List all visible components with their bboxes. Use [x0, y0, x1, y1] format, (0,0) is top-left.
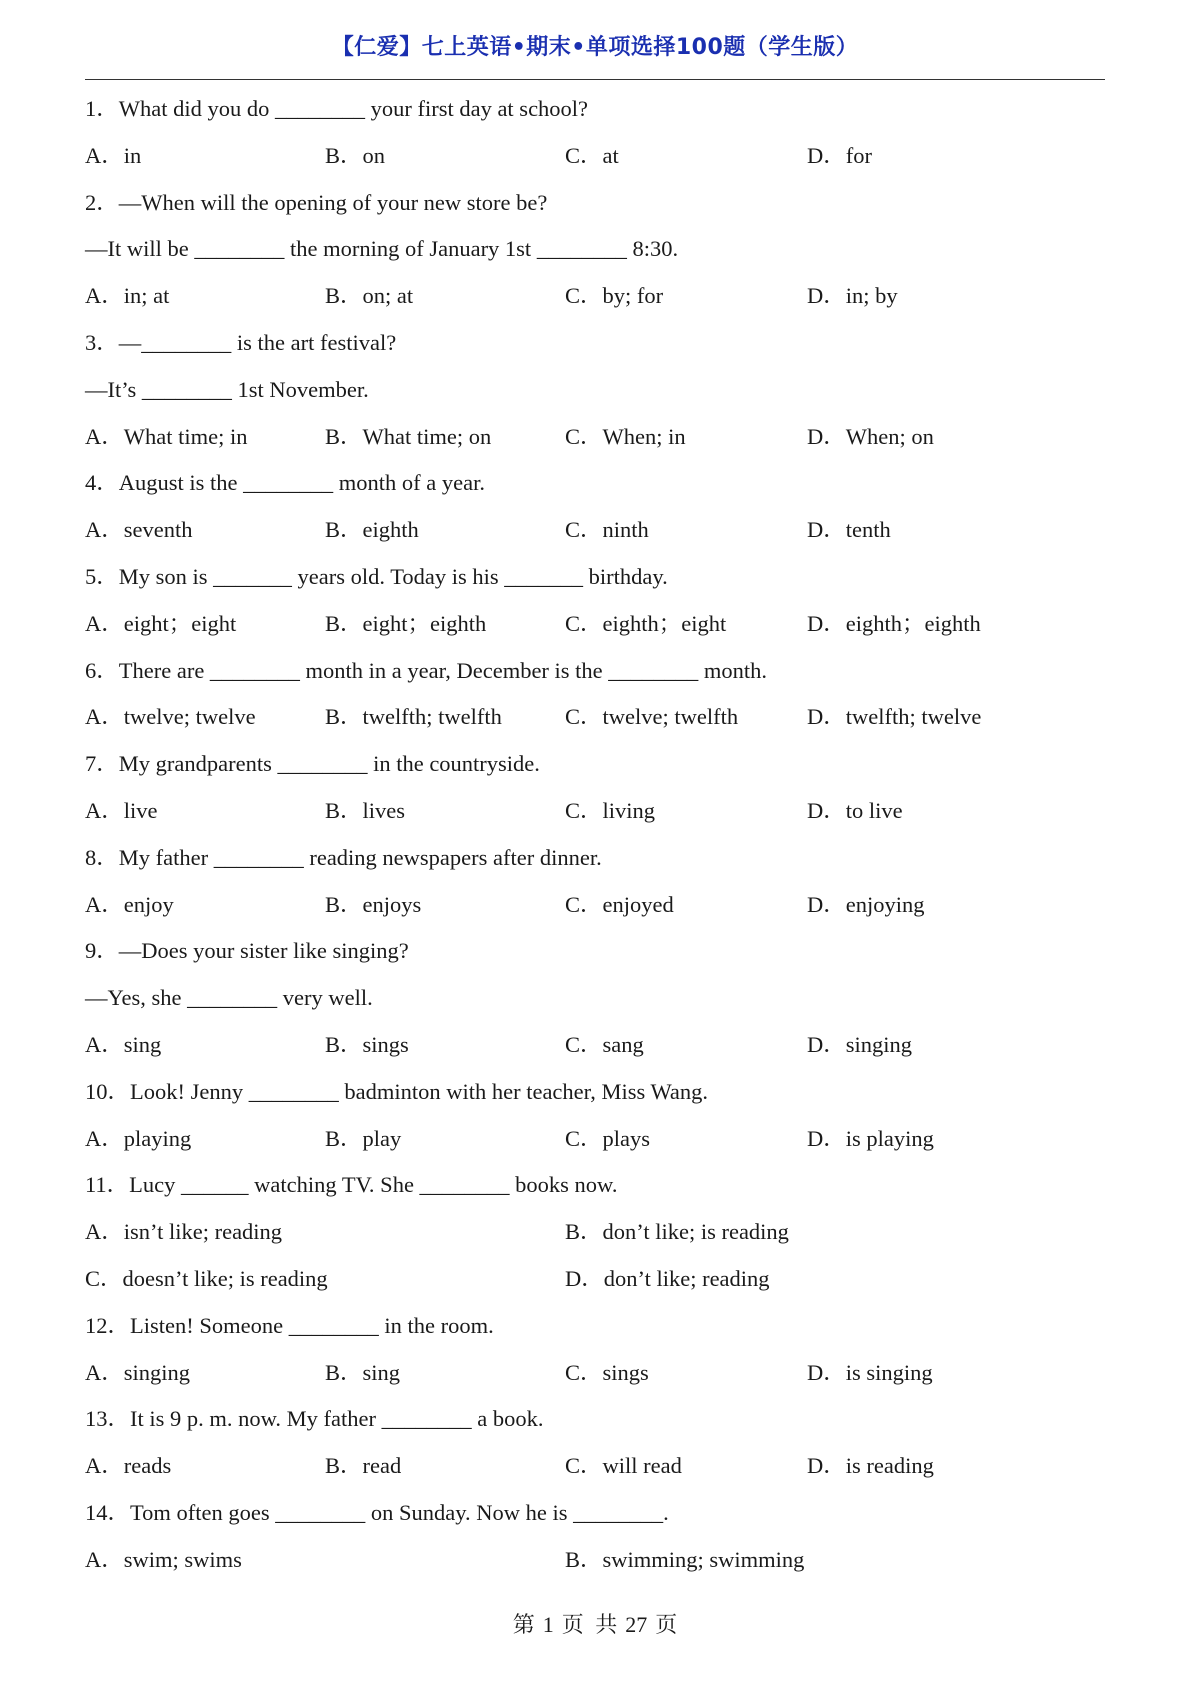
- answer-option: C．by; for: [565, 283, 664, 309]
- answer-option: A．enjoy: [85, 891, 174, 917]
- question-stem: 9．—Does your sister like singing?: [85, 938, 409, 964]
- option-row: [85, 1539, 1105, 1586]
- answer-option: B．play: [325, 1125, 402, 1151]
- option-row: [85, 696, 1105, 743]
- answer-option: A．seventh: [85, 517, 193, 543]
- header-divider: [85, 79, 1105, 80]
- question-stem: 3．—________ is the art festival?: [85, 329, 397, 355]
- answer-option: C．living: [565, 797, 656, 823]
- answer-option: B．on; at: [325, 283, 414, 309]
- answer-option: C．sings: [565, 1359, 649, 1385]
- option-row: [85, 275, 1105, 322]
- option-row: [85, 1258, 1105, 1305]
- answer-option: D．enjoying: [807, 891, 925, 917]
- question-stem: —Yes, she ________ very well.: [85, 985, 373, 1011]
- footer-suffix: 页: [655, 1612, 678, 1637]
- answer-option: C．sang: [565, 1031, 644, 1057]
- question-stem: 12．Listen! Someone ________ in the room.: [85, 1312, 494, 1338]
- answer-option: C．When; in: [565, 423, 686, 449]
- option-row: [85, 1118, 1105, 1165]
- option-row: [85, 135, 1105, 182]
- answer-option: D．is reading: [807, 1453, 934, 1479]
- option-row: [85, 1211, 1105, 1258]
- answer-option: D．eighth；eighth: [807, 610, 981, 636]
- answer-option: B．lives: [325, 797, 406, 823]
- footer-page-number: 1: [542, 1612, 554, 1637]
- answer-option: C．plays: [565, 1125, 651, 1151]
- answer-option: A．in; at: [85, 283, 170, 309]
- option-row: [85, 884, 1105, 931]
- answer-option: B．sing: [325, 1359, 401, 1385]
- option-row: [85, 1024, 1105, 1071]
- option-row: [85, 509, 1105, 556]
- answer-option: C．doesn’t like; is reading: [85, 1265, 328, 1291]
- option-row: [85, 1352, 1105, 1399]
- answer-option: A．live: [85, 797, 158, 823]
- answer-option: D．twelfth; twelve: [807, 704, 982, 730]
- question-stem: 10．Look! Jenny ________ badminton with her teacher, Miss Wang.: [85, 1078, 709, 1104]
- answer-option: D．in; by: [807, 283, 898, 309]
- answer-option: A．sing: [85, 1031, 162, 1057]
- answer-option: A．swim; swims: [85, 1546, 242, 1572]
- answer-option: A．reads: [85, 1453, 172, 1479]
- answer-option: A．twelve; twelve: [85, 704, 256, 730]
- answer-option: C．enjoyed: [565, 891, 674, 917]
- answer-option: B．twelfth; twelfth: [325, 704, 502, 730]
- answer-option: B．read: [325, 1453, 402, 1479]
- option-row: [85, 790, 1105, 837]
- answer-option: B．eighth: [325, 517, 419, 543]
- answer-option: D．is playing: [807, 1125, 934, 1151]
- page-footer: [0, 1608, 1190, 1639]
- question-stem: —It will be ________ the morning of January 1st ________ 8:30.: [85, 236, 679, 262]
- answer-option: B．on: [325, 142, 386, 168]
- question-stem: 11．Lucy ______ watching TV. She ________ books now.: [85, 1172, 618, 1198]
- question-stem: 1．What did you do ________ your first day at school?: [85, 96, 589, 121]
- question-stem: 7．My grandparents ________ in the countryside.: [85, 751, 540, 777]
- question-stem: 2．—When will the opening of your new store be?: [85, 189, 548, 215]
- answer-option: B．enjoys: [325, 891, 422, 917]
- answer-option: B．eight；eighth: [325, 610, 487, 636]
- answer-option: D．to live: [807, 797, 903, 823]
- answer-option: B．swimming; swimming: [565, 1546, 805, 1572]
- answer-option: A．eight；eight: [85, 610, 237, 636]
- answer-option: B．sings: [325, 1031, 409, 1057]
- answer-option: B．What time; on: [325, 423, 492, 449]
- question-stem: 6．There are ________ month in a year, December is the ________ month.: [85, 657, 768, 683]
- answer-option: B．don’t like; is reading: [565, 1219, 789, 1245]
- question-stem: —It’s ________ 1st November.: [85, 376, 369, 402]
- option-row: [85, 603, 1105, 650]
- answer-option: A．playing: [85, 1125, 192, 1151]
- question-stem: 13．It is 9 p. m. now. My father ________ a book.: [85, 1406, 544, 1432]
- answer-option: C．will read: [565, 1453, 682, 1479]
- answer-option: D．singing: [807, 1031, 913, 1057]
- footer-total-pages: 27: [625, 1612, 648, 1637]
- question-stem: 14．Tom often goes ________ on Sunday. Now he is ________.: [85, 1499, 669, 1525]
- question-list: [85, 88, 1105, 1586]
- footer-prefix: 第: [512, 1612, 535, 1637]
- answer-option: C．ninth: [565, 517, 649, 543]
- question-stem: 5．My son is _______ years old. Today is his _______ birthday.: [85, 563, 668, 589]
- question-stem: 8．My father ________ reading newspapers after dinner.: [85, 844, 602, 870]
- answer-option: A．in: [85, 142, 142, 168]
- answer-option: D．When; on: [807, 423, 934, 449]
- page-title: 【仁爱】七上英语•期末•单项选择100题（学生版）: [331, 35, 859, 60]
- answer-option: A．singing: [85, 1359, 191, 1385]
- answer-option: D．tenth: [807, 517, 891, 543]
- option-row: [85, 416, 1105, 463]
- option-row: [85, 1445, 1105, 1492]
- answer-option: C．at: [565, 142, 619, 168]
- answer-option: D．for: [807, 142, 872, 168]
- answer-option: A．What time; in: [85, 423, 248, 449]
- answer-option: C．eighth；eight: [565, 610, 727, 636]
- answer-option: D．don’t like; reading: [565, 1265, 770, 1291]
- answer-option: A．isn’t like; reading: [85, 1219, 283, 1245]
- footer-middle: 页 共: [561, 1612, 618, 1637]
- question-stem: 4．August is the ________ month of a year.: [85, 470, 485, 496]
- answer-option: C．twelve; twelfth: [565, 704, 739, 730]
- answer-option: D．is singing: [807, 1359, 933, 1385]
